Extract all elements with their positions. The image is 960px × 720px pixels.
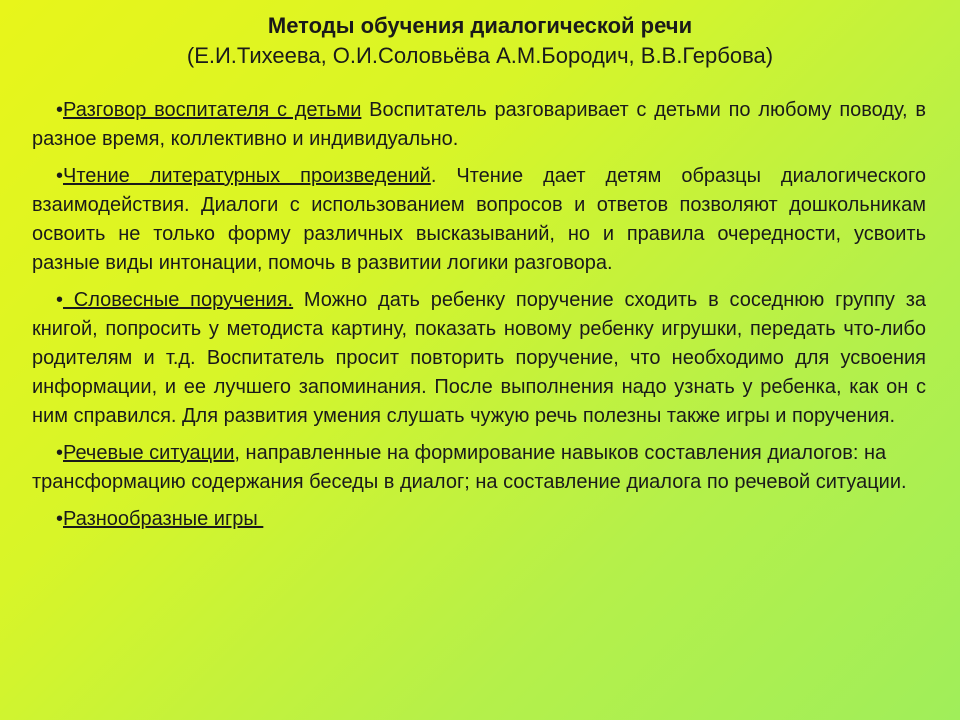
slide-body	[32, 96, 926, 542]
list-item-verbal-assignments	[32, 286, 926, 431]
item-heading: Разнообразные игры	[63, 508, 264, 530]
bullet: •	[56, 442, 64, 464]
list-item-conversation	[32, 96, 926, 154]
list-item-games	[32, 505, 926, 534]
bullet: •	[56, 508, 64, 530]
slide-title: Методы обучения диалогической речи	[267, 13, 693, 38]
item-heading: Словесные поручения.	[63, 289, 294, 311]
slide-subtitle: (Е.И.Тихеева, О.И.Соловьёва А.М.Бородич, В.В.Гербова)	[186, 43, 774, 68]
item-text: Можно дать ребенку поручение сходить в соседнюю группу за книгой, попросить у методиста картину, показать новому ребенку игрушки, передать что-либо родителям и т.д. Воспитатель просит повторить поручение, что необходимо для усвоения информации, и ее лучшего запоминания. После выполнения надо узнать у ребенка, как он с ним справился. Для развития умения слушать чужую речь полезны также игры и поручения.	[32, 289, 926, 427]
item-text: . Чтение дает детям образцы диалогического взаимодействия. Диалоги с использованием вопросов и ответов позволяют дошкольникам освоить не только форму различных высказываний, но и правила очередности, усвоить разные виды интонации, помочь в развитии логики разговора.	[32, 165, 926, 274]
item-text: Воспитатель разговаривает с детьми по любому поводу, в разное время, коллективно и индивидуально.	[32, 99, 926, 150]
item-heading: Речевые ситуации	[63, 442, 235, 464]
bullet: •	[56, 165, 64, 187]
list-item-reading	[32, 162, 926, 278]
bullet: •	[56, 99, 64, 121]
item-heading: Разговор воспитателя с детьми	[63, 99, 362, 121]
list-item-speech-situations	[32, 439, 926, 497]
bullet: •	[56, 289, 64, 311]
item-heading: Чтение литературных произведений	[63, 165, 431, 187]
item-text: , направленные на формирование навыков составления диалогов: на трансформацию содержания беседы в диалог; на составление диалога по речевой ситуации.	[32, 442, 907, 493]
